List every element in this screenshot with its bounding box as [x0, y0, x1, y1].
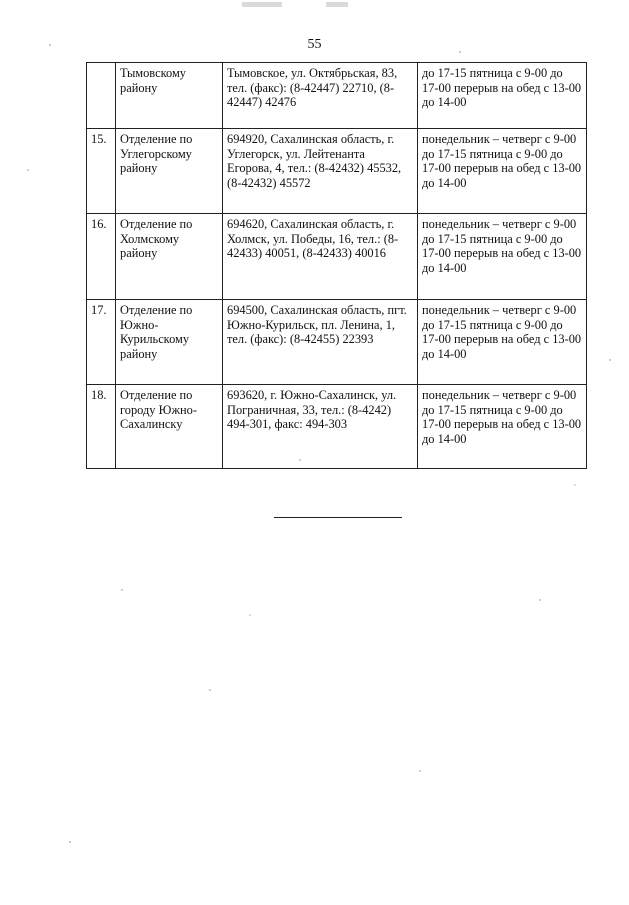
office-address: 693620, г. Южно-Сахалинск, ул. Пограничная, 33, тел.: (8-4242) 494-301, факс: 494-303 [223, 385, 418, 469]
office-schedule: понедельник – четверг с 9-00 до 17-15 пятница с 9-00 до 17-00 перерыв на обед с 13-00 до 14-00 [418, 214, 587, 300]
office-name: Отделение по городу Южно-Сахалинску [116, 385, 223, 469]
table-row [87, 300, 587, 385]
office-address: 694500, Сахалинская область, пгт. Южно-Курильск, пл. Ленина, 1, тел. (факс): (8-42455) 22393 [223, 300, 418, 385]
scan-artifact [242, 2, 282, 7]
offices-table [86, 62, 587, 469]
row-number: 16. [87, 214, 116, 300]
office-address: 694920, Сахалинская область, г. Углегорск, ул. Лейтенанта Егорова, 4, тел.: (8-42432) 45532, (8-42432) 45572 [223, 129, 418, 214]
office-name: Отделение по Южно-Курильскому району [116, 300, 223, 385]
page-number: 55 [307, 37, 322, 52]
row-number: 15. [87, 129, 116, 214]
office-schedule: до 17-15 пятница с 9-00 до 17-00 перерыв на обед с 13-00 до 14-00 [418, 63, 587, 129]
table-row [87, 129, 587, 214]
row-number [87, 63, 116, 129]
office-name: Тымовскому району [116, 63, 223, 129]
row-number: 17. [87, 300, 116, 385]
end-separator-line [274, 517, 402, 518]
scan-artifact [326, 2, 348, 7]
office-schedule: понедельник – четверг с 9-00 до 17-15 пятница с 9-00 до 17-00 перерыв на обед с 13-00 до 14-00 [418, 129, 587, 214]
table-row [87, 385, 587, 469]
table-row [87, 63, 587, 129]
office-schedule: понедельник – четверг с 9-00 до 17-15 пятница с 9-00 до 17-00 перерыв на обед с 13-00 до 14-00 [418, 300, 587, 385]
table-row [87, 214, 587, 300]
office-address: Тымовское, ул. Октябрьская, 83, тел. (факс): (8-42447) 22710, (8-42447) 42476 [223, 63, 418, 129]
office-address: 694620, Сахалинская область, г. Холмск, ул. Победы, 16, тел.: (8-42433) 40051, (8-42433) 40016 [223, 214, 418, 300]
office-schedule: понедельник – четверг с 9-00 до 17-15 пятница с 9-00 до 17-00 перерыв на обед с 13-00 до 14-00 [418, 385, 587, 469]
office-name: Отделение по Холмскому району [116, 214, 223, 300]
office-name: Отделение по Углегорскому району [116, 129, 223, 214]
row-number: 18. [87, 385, 116, 469]
